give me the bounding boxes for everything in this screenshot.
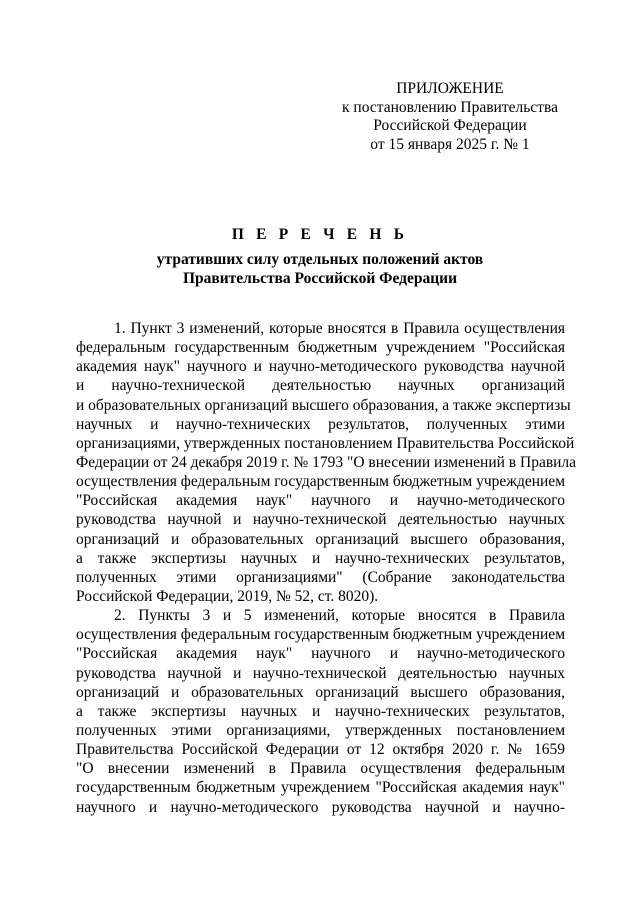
text-line: руководства научной и научно-технической деятельностью научных bbox=[76, 664, 565, 682]
paragraph-2 bbox=[76, 606, 565, 817]
appendix-label: ПРИЛОЖЕНИЕ bbox=[396, 80, 504, 97]
text-line: полученных этими организациями" (Собрание законодательства bbox=[76, 568, 565, 586]
text-line: организаций и образовательных организаций высшего образования, bbox=[76, 530, 565, 548]
text-line: а также экспертизы научных и научно-технических результатов, bbox=[76, 702, 565, 720]
document-body bbox=[76, 319, 577, 817]
text-line: "Российская академия наук" научного и научно-методического bbox=[76, 492, 565, 510]
appendix-block bbox=[340, 80, 560, 154]
text-line: 2. Пункты 3 и 5 изменений, которые вносятся в Правила bbox=[114, 607, 565, 625]
appendix-resolution-ref: к постановлению Правительства bbox=[342, 98, 558, 116]
text-line: Федерации от 24 декабря 2019 г. № 1793 "О внесении изменений в Правила bbox=[76, 453, 577, 471]
text-line: и научно-технической деятельностью научных организаций bbox=[76, 377, 565, 395]
text-line: научных и научно-технических результатов, полученных этими bbox=[76, 415, 565, 433]
appendix-date: от 15 января 2025 г. № 1 bbox=[370, 135, 530, 153]
subtitle-line-2: Правительства Российской Федерации bbox=[182, 269, 458, 287]
text-line: академия наук" научного и научно-методического руководства научной bbox=[76, 358, 565, 376]
appendix-government-ref: Российской Федерации bbox=[373, 117, 527, 134]
text-line: государственным бюджетным учреждением "Российская академия наук" bbox=[76, 779, 565, 797]
text-line: научного и научно-методического руководства научной и научно- bbox=[76, 798, 565, 816]
text-line: 1. Пункт 3 изменений, которые вносятся в Правила осуществления bbox=[114, 320, 565, 337]
text-line: Правительства Российской Федерации от 12 октября 2020 г. № 1659 bbox=[76, 741, 565, 759]
document-subtitle bbox=[0, 251, 640, 288]
text-line: руководства научной и научно-технической деятельностью научных bbox=[76, 511, 565, 529]
paragraph-1 bbox=[76, 319, 577, 606]
text-line: осуществления федеральным государственным бюджетным учреждением bbox=[76, 473, 565, 491]
subtitle-line-1: утративших силу отдельных положений актов bbox=[156, 251, 484, 268]
text-line: федеральным государственным бюджетным учреждением "Российская bbox=[76, 339, 565, 357]
text-line: осуществления федеральным государственным бюджетным учреждением bbox=[76, 626, 565, 644]
text-line: "Российская академия наук" научного и научно-методического bbox=[76, 645, 565, 663]
document-title: П Е Р Е Ч Е Н Ь bbox=[231, 226, 409, 243]
text-line: полученных этими организациями, утвержденных постановлением bbox=[76, 721, 565, 739]
text-line: "О внесении изменений в Правила осуществления федеральным bbox=[76, 760, 565, 778]
text-line: Российской Федерации, 2019, № 52, ст. 8020). bbox=[76, 587, 379, 605]
text-line: организациями, утвержденных постановлением Правительства Российской bbox=[76, 434, 575, 452]
text-line: организаций и образовательных организаций высшего образования, bbox=[76, 683, 565, 701]
text-line: а также экспертизы научных и научно-технических результатов, bbox=[76, 549, 565, 567]
text-line: и образовательных организаций высшего образования, а также экспертизы bbox=[76, 396, 571, 414]
